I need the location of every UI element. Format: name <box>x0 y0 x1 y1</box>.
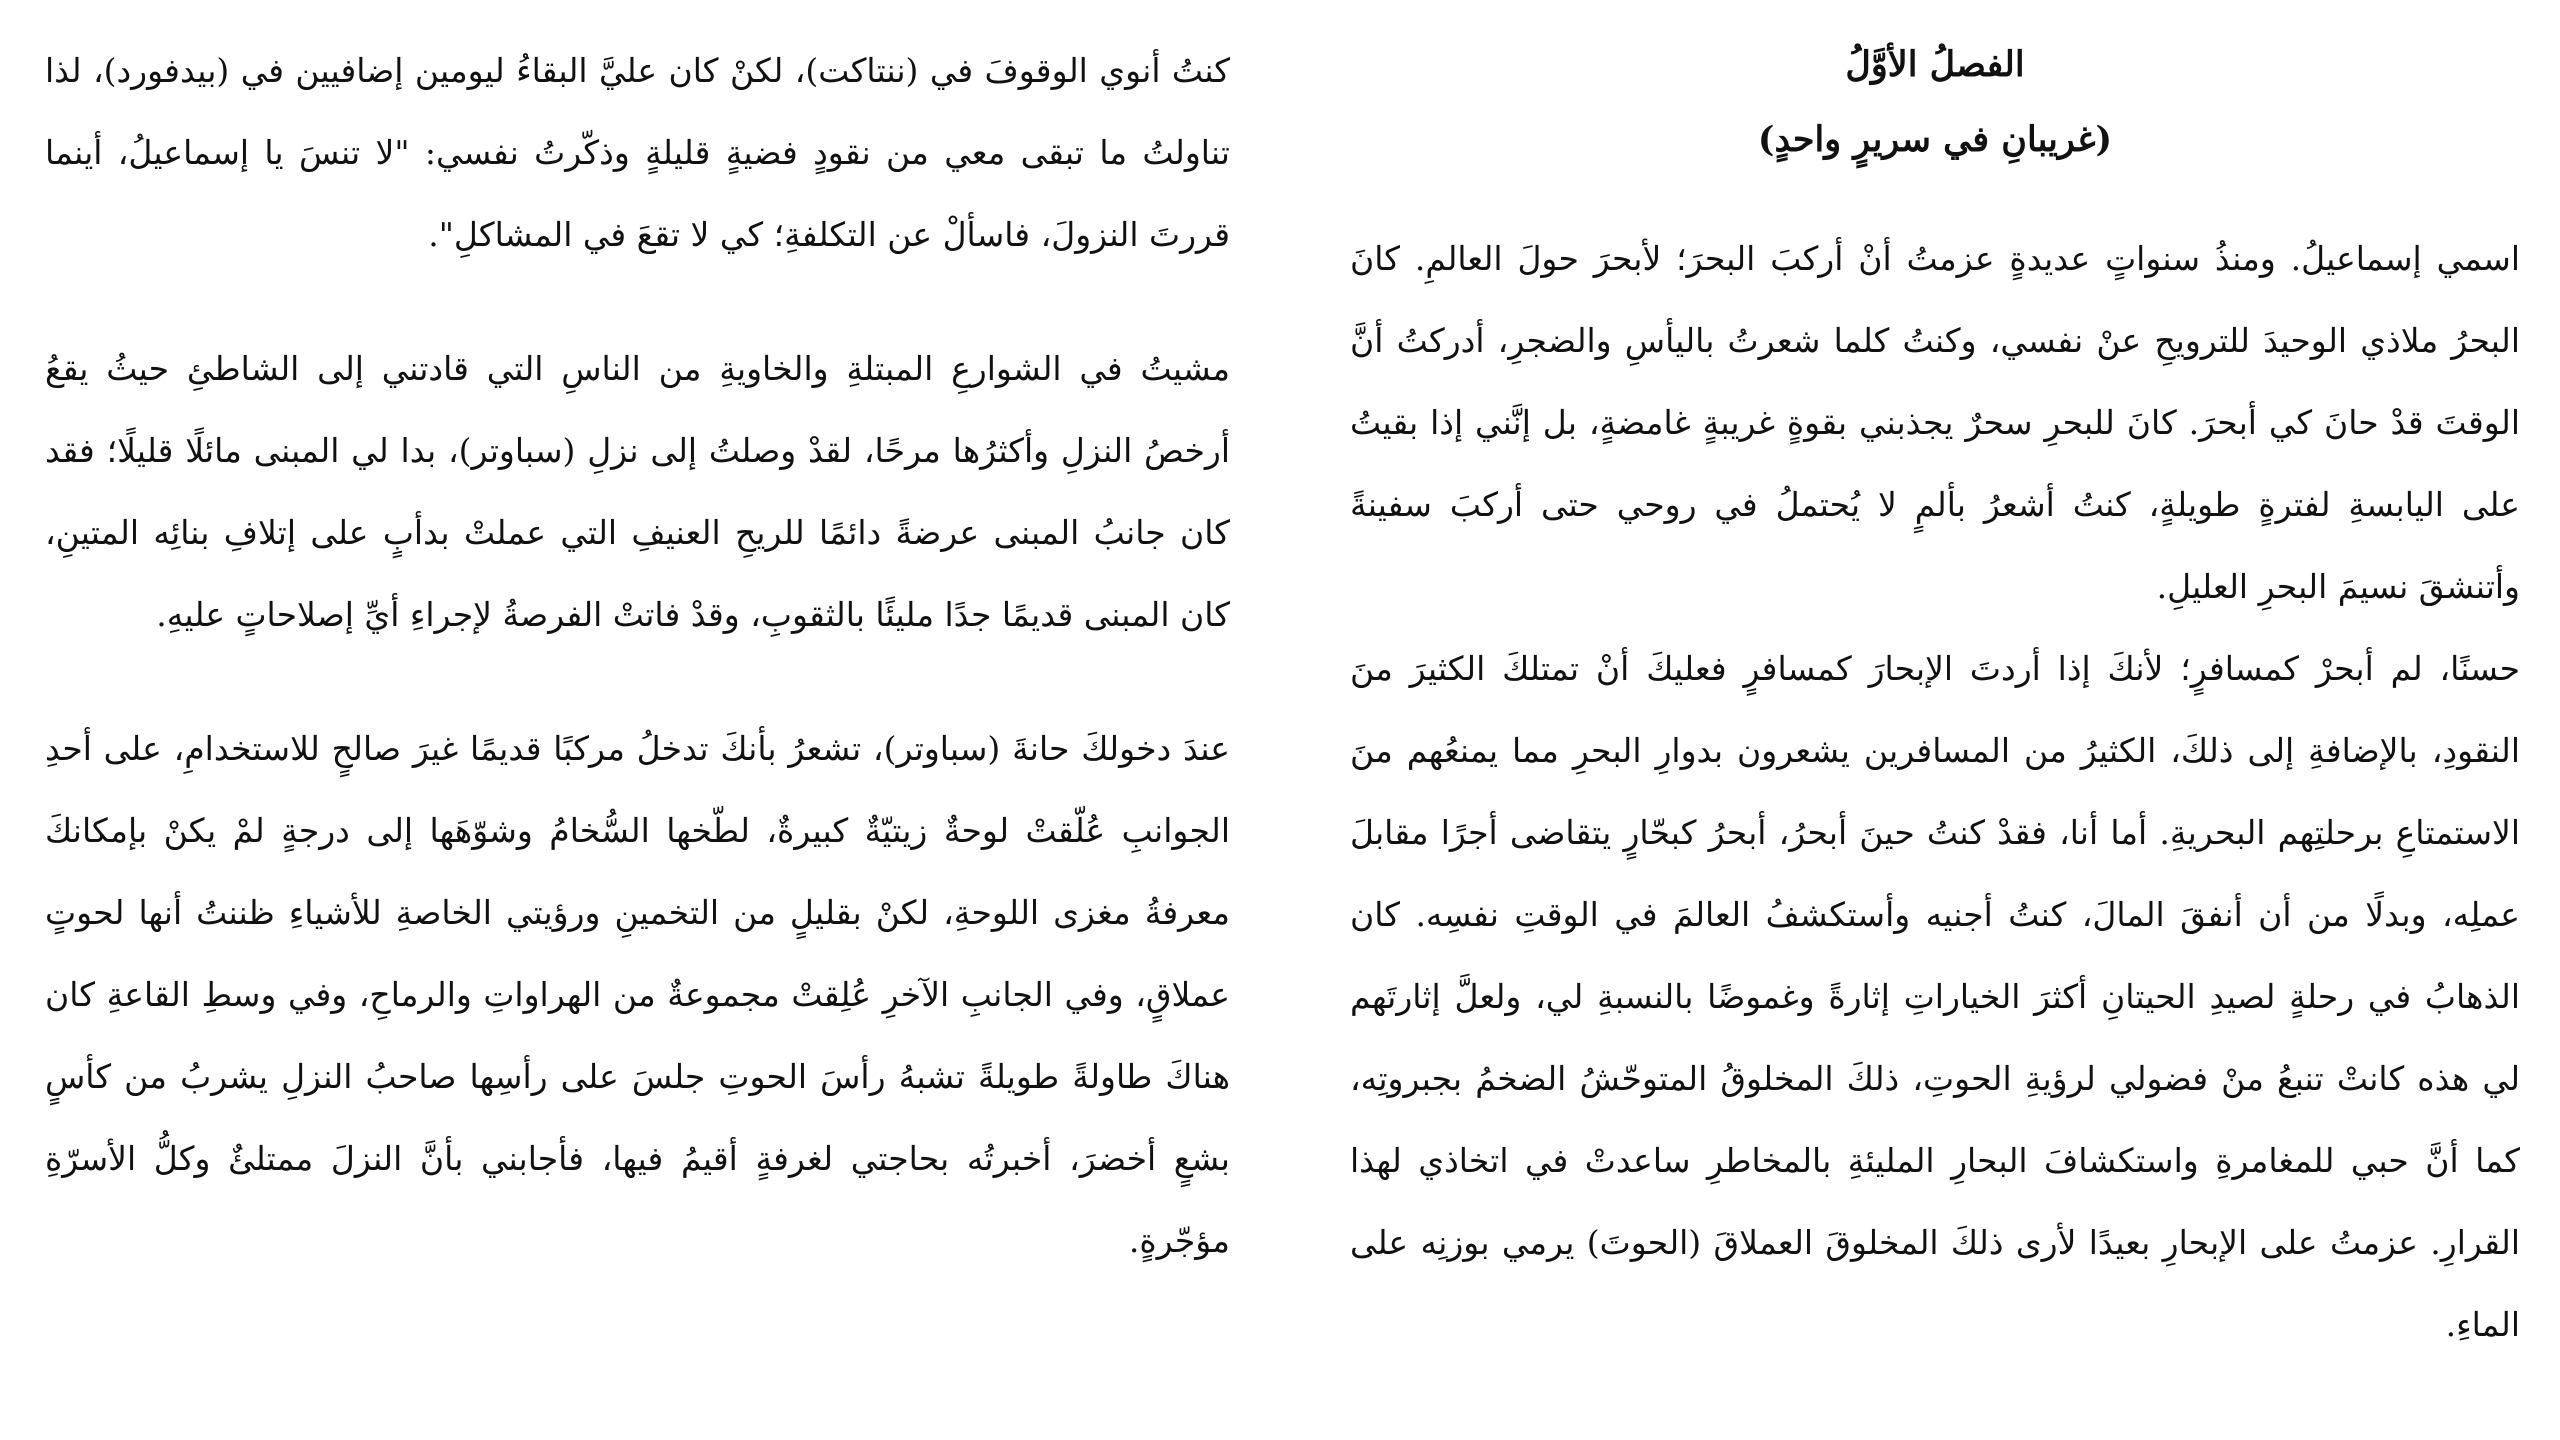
paragraph: مشيتُ في الشوارعِ المبتلةِ والخاويةِ من الناسِ التي قادتني إلى الشاطئِ حيثُ يقعُ أرخصُ النزلِ وأكثرُها مرحًا، لقدْ وصلتُ إلى نزلِ (سباوتر)، بدا لي المبنى مائلًا قليلًا؛ فقد كان جانبُ المبنى عرضةً دائمًا للريحِ العنيفِ التي عملتْ بدأبٍ على إتلافِ بنائِه المتينِ، كان المبنى قديمًا جدًا مليئًا بالثقوبِ، وقدْ فاتتْ الفرصةُ لإجراءِ أيِّ إصلاحاتٍ عليهِ. <box>45 349 1230 634</box>
paragraph: عندَ دخولكَ حانةَ (سباوتر)، تشعرُ بأنكَ تدخلُ مركبًا قديمًا غيرَ صالحٍ للاستخدامِ، على أحدِ الجوانبِ عُلّقتْ لوحةٌ زيتيّةٌ كبيرةٌ، لطّخها السُّخامُ وشوّهَها إلى درجةٍ لمْ يكنْ بإمكانكَ معرفةُ مغزى اللوحةِ، لكنْ بقليلٍ من التخمينِ ورؤيتي الخاصةِ للأشياءِ ظننتُ أنها لحوتٍ عملاقٍ، وفي الجانبِ الآخرِ عُلِقتْ مجموعةٌ من الهراواتِ والرماحِ، وفي وسطِ القاعةِ كان هناكَ طاولةً طويلةً تشبهُ رأسَ الحوتِ جلسَ على رأسِها صاحبُ النزلِ يشربُ من كأسٍ بشعٍ أخضرَ، أخبرتُه بحاجتي لغرفةٍ أقيمُ فيها، فأجابني بأنَّ النزلَ ممتلئٌ وكلُّ الأسرّةِ مؤجّرةٍ. <box>45 729 1230 1260</box>
left-column <box>45 30 1230 1282</box>
paragraph: حسنًا، لم أبحرْ كمسافرٍ؛ لأنكَ إذا أردتَ الإبحارَ كمسافرٍ فعليكَ أنْ تمتلكَ الكثيرَ منَ النقودِ، بالإضافةِ إلى ذلكَ، الكثيرُ من المسافرين يشعرون بدوارِ البحرِ مما يمنعُهم منَ الاستمتاعِ برحلتِهم البحريةِ. أما أنا، فقدْ كنتُ حينَ أبحرُ، أبحرُ كبحّارٍ يتقاضى أجرًا مقابلَ عملِه، وبدلًا من أن أنفقَ المالَ، كنتُ أجنيه وأستكشفُ العالمَ في الوقتِ نفسِه. كان الذهابُ في رحلةٍ لصيدِ الحيتانِ أكثرَ الخياراتِ إثارةً وغموضًا بالنسبةِ لي، ولعلَّ إثارتَهم لي هذه كانتْ تنبعُ منْ فضولي لرؤيةِ الحوتِ، ذلكَ المخلوقُ المتوحّشُ الضخمُ بجبروتِه، كما أنَّ حبي للمغامرةِ واستكشافَ البحارِ المليئةِ بالمخاطرِ ساعدتْ في اتخاذي لهذا القرارِ. عزمتُ على الإبحارِ بعيدًا لأرى ذلكَ المخلوقَ العملاقَ (الحوتَ) يرمي بوزنِه على الماءِ. <box>1350 649 2520 1344</box>
right-column <box>1350 30 2520 1366</box>
chapter-subtitle: (غريبانِ في سريرٍ واحدٍ) <box>1757 119 2113 160</box>
paragraph: كنتُ أنوي الوقوفَ في (ننتاكت)، لكنْ كان عليَّ البقاءُ ليومين إضافيين في (بيدفورد)، لذا تناولتُ ما تبقى معي من نقودٍ فضيةٍ قليلةٍ وذكّرتُ نفسي: "لا تنسَ يا إسماعيلُ، أينما قررتَ النزولَ، فاسألْ عن التكلفةِ؛ كي لا تقعَ في المشاكلِ". <box>45 51 1230 254</box>
paragraph: اسمي إسماعيلُ. ومنذُ سنواتٍ عديدةٍ عزمتُ أنْ أركبَ البحرَ؛ لأبحرَ حولَ العالمِ. كانَ البحرُ ملاذي الوحيدَ للترويحِ عنْ نفسي، وكنتُ كلما شعرتُ باليأسِ والضجرِ، أدركتُ أنَّ الوقتَ قدْ حانَ كي أبحرَ. كانَ للبحرِ سحرٌ يجذبني بقوةٍ غريبةٍ غامضةٍ، بل إنَّني إذا بقيتُ على اليابسةِ لفترةٍ طويلةٍ، كنتُ أشعرُ بألمٍ لا يُحتملُ في روحي حتى أركبَ سفينةً وأتنشقَ نسيمَ البحرِ العليلِ. <box>1350 239 2520 606</box>
chapter-title: الفصلُ الأوَّلُ <box>1845 44 2025 85</box>
